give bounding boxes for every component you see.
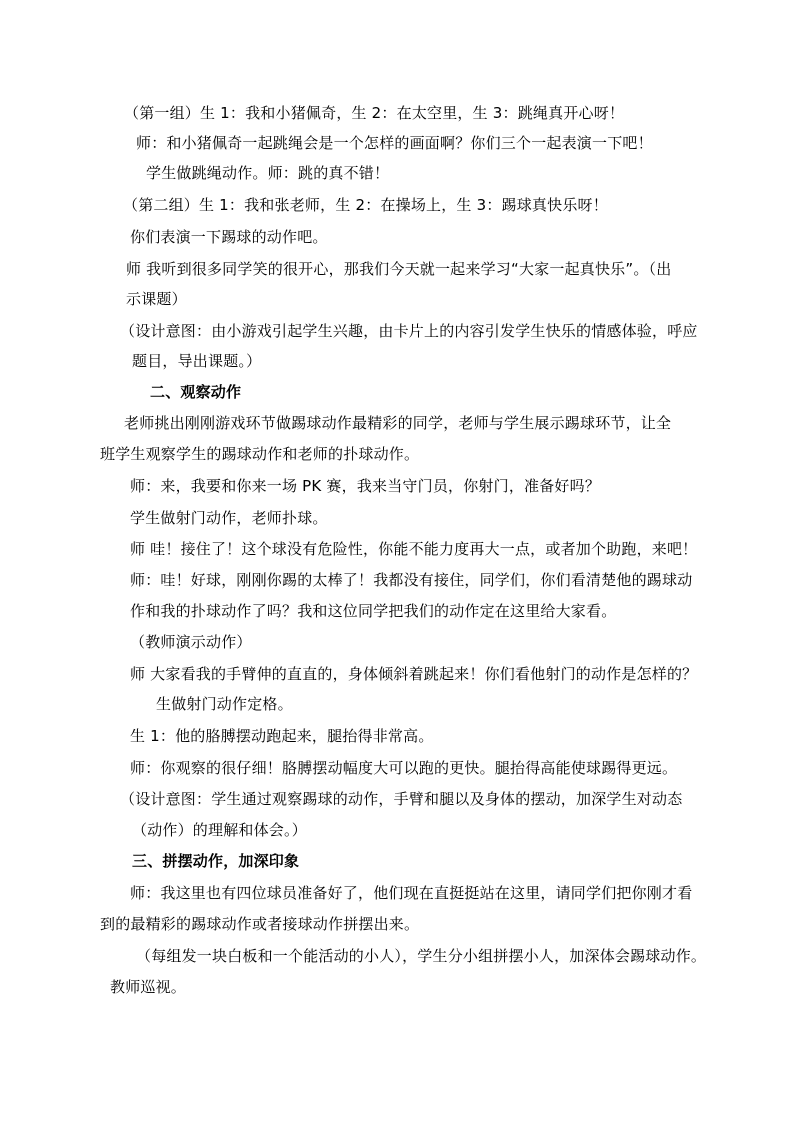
text-line: 学生做跳绳动作。师：跳的真不错！ (146, 164, 390, 182)
text-line: 班学生观察学生的踢球动作和老师的扑球动作。 (100, 445, 420, 463)
text-line: 教师巡视。 (110, 978, 187, 996)
text-line: 你们表演一下踢球的动作吧。 (130, 228, 328, 246)
text-line: 到的最精彩的踢球动作或者接球动作拼摆出来。 (100, 915, 420, 933)
text-line: 师 哇！接住了！这个球没有危险性，你能不能力度再大一点，或者加个助跑，来吧！ (130, 540, 698, 558)
text-line: 师：来，我要和你来一场 PK 赛，我来当守门员，你射门，准备好吗？ (130, 477, 601, 495)
text-line: 题目，导出课题。） (132, 352, 262, 370)
text-line: 生做射门动作定格。 (156, 695, 293, 713)
text-line: （第二组）生 1：我和张老师，生 2：在操场上，生 3：踢球真快乐呀！ (123, 196, 608, 214)
section-heading: 二、观察动作 (150, 383, 242, 401)
text-line: （第一组）生 1：我和小猪佩奇，生 2：在太空里，生 3：跳绳真开心呀！ (124, 104, 625, 122)
text-line: （教师演示动作） (130, 633, 252, 651)
text-line: 师 大家看我的手臂伸的直直的，身体倾斜着跳起来！你们看他射门的动作是怎样的？ (130, 665, 698, 683)
text-line: 师：和小猪佩奇一起跳绳会是一个怎样的画面啊？你们三个一起表演一下吧！ (136, 134, 653, 152)
text-line: 学生做射门动作，老师扑球。 (130, 509, 328, 527)
text-line: 师：哇！好球，刚刚你踢的太棒了！我都没有接住，同学们，你们看清楚他的踢球动 (130, 571, 693, 589)
section-heading: 三、拼摆动作，加深印象 (132, 852, 300, 870)
text-line: （动作）的理解和体会。） (132, 821, 307, 839)
text-line: 师：你观察的很仔细！胳膊摆动幅度大可以跑的更快。腿抬得高能使球踢得更远。 (130, 759, 678, 777)
text-line: （设计意图：由小游戏引起学生兴趣，由卡片上的内容引发学生快乐的情感体验，呼应 (120, 322, 698, 340)
text-line: 师：我这里也有四位球员准备好了，他们现在直挺挺站在这里，请同学们把你刚才看 (130, 884, 693, 902)
text-line: （设计意图：学生通过观察踢球的动作，手臂和腿以及身体的摆动，加深学生对动态 (120, 790, 683, 808)
text-line: 作和我的扑球动作了吗？我和这位同学把我们的动作定在这里给大家看。 (130, 602, 617, 620)
text-line: 老师挑出刚刚游戏环节做踢球动作最精彩的同学，老师与学生展示踢球环节，让全 (124, 414, 672, 432)
text-line: 生 1：他的胳膊摆动跑起来，腿抬得非常高。 (130, 727, 434, 745)
text-line: 师 我听到很多同学笑的很开心，那我们今天就一起来学习“大家一起真快乐”。（出 (126, 260, 672, 278)
text-line: 示课题） (126, 290, 187, 308)
text-line: （每组发一块白板和一个能活动的小人），学生分小组拼摆小人，加深体会踢球动作。 (136, 947, 707, 965)
